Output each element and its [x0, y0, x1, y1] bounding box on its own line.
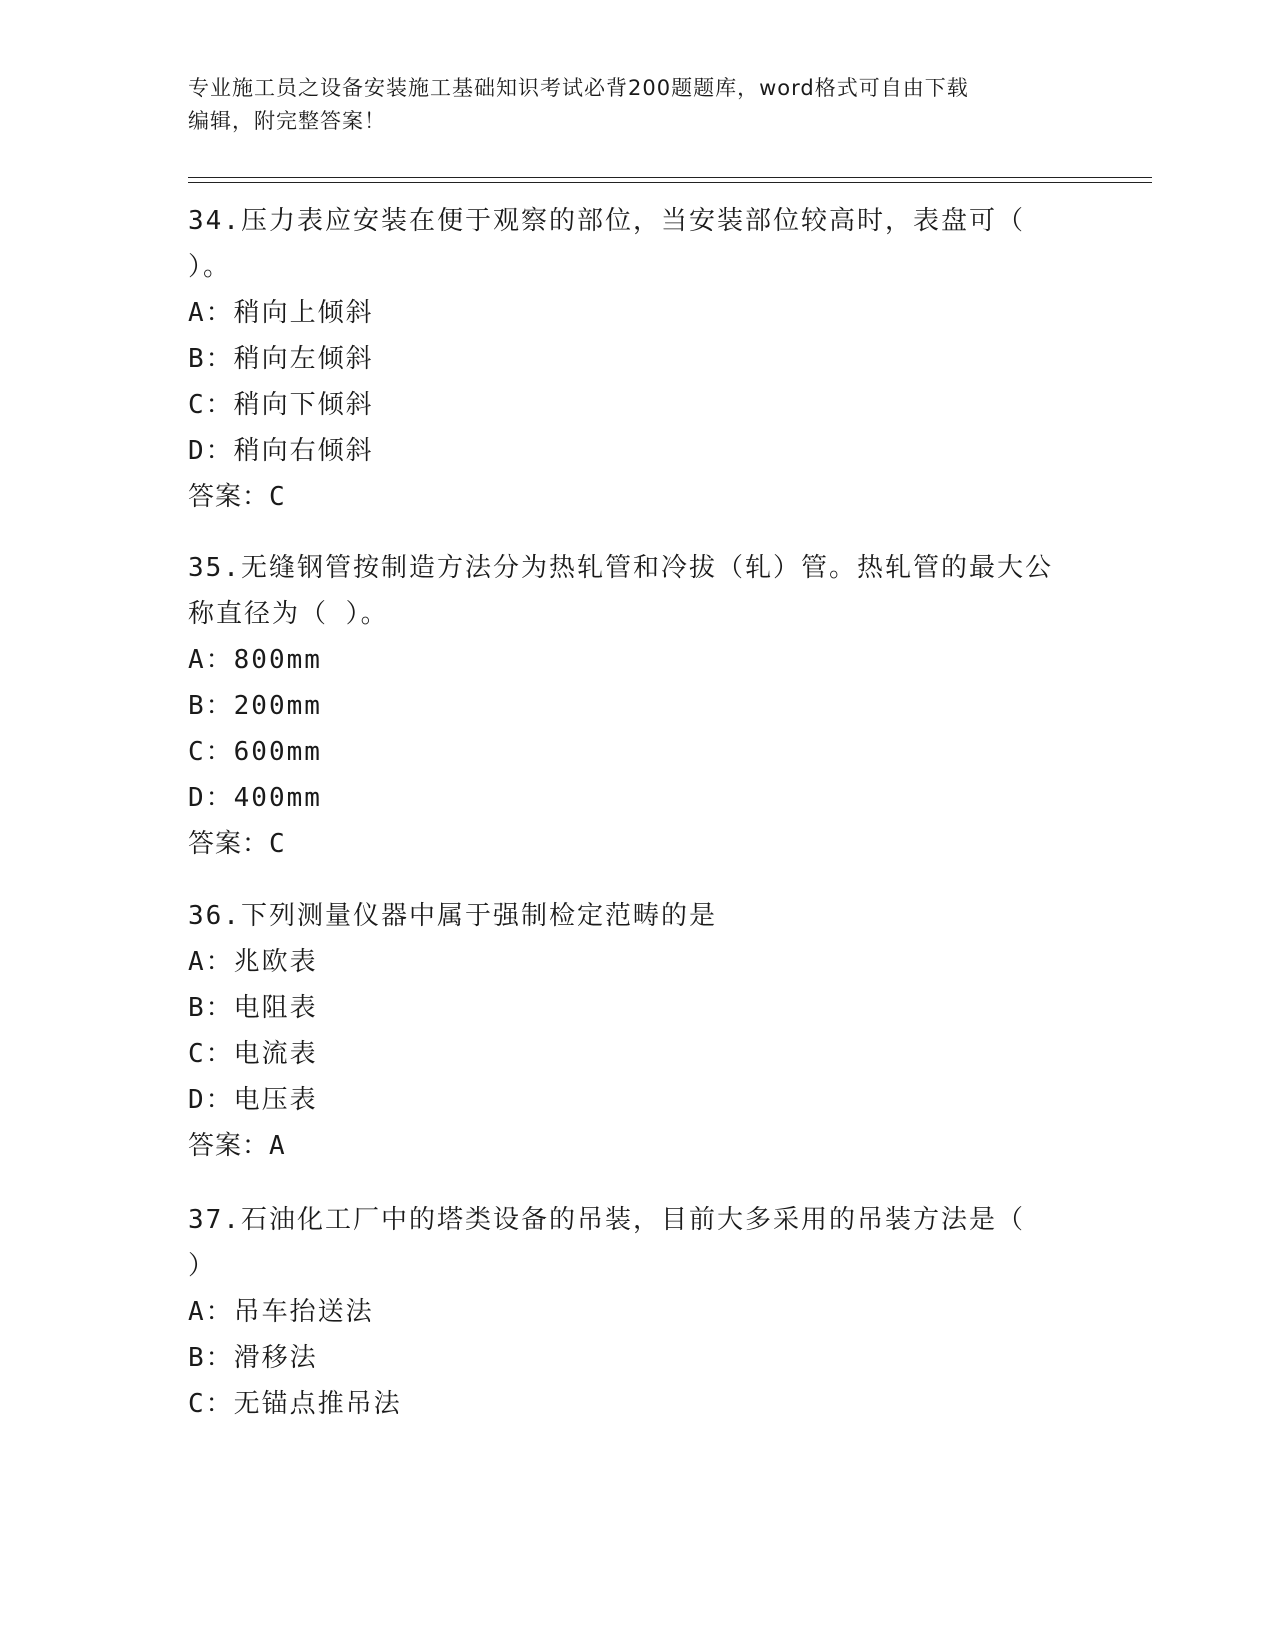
answer-label: 答案：	[188, 1131, 270, 1161]
answer-value: C	[269, 829, 286, 859]
question-37	[188, 1197, 1088, 1427]
question-36	[188, 893, 1088, 1169]
header-divider-top	[188, 177, 1152, 178]
question-35	[188, 545, 1088, 867]
option-c: C：600mm	[188, 737, 322, 767]
option-d: D：400mm	[188, 783, 322, 813]
answer-label: 答案：	[188, 482, 270, 512]
option-c: C：电流表	[188, 1039, 318, 1069]
question-stem-line: 35.无缝钢管按制造方法分为热轧管和冷拔（轧）管。热轧管的最大公	[188, 553, 1053, 583]
option-b: B：稍向左倾斜	[188, 344, 374, 374]
document-header	[188, 72, 1088, 138]
option-a: A：稍向上倾斜	[188, 298, 374, 328]
answer-value: C	[269, 482, 286, 512]
answer-line	[188, 1123, 1088, 1169]
option-d: D：稍向右倾斜	[188, 436, 374, 466]
option-c: C：无锚点推吊法	[188, 1389, 402, 1419]
option-a: A：兆欧表	[188, 947, 318, 977]
answer-line	[188, 474, 1088, 520]
option-b: B：电阻表	[188, 993, 318, 1023]
answer-line	[188, 821, 1088, 867]
question-34	[188, 198, 1088, 520]
option-d: D：电压表	[188, 1085, 318, 1115]
question-stem-line: ）	[188, 1251, 217, 1281]
question-stem-line: 称直径为（ ）。	[188, 599, 389, 629]
option-a: A：800mm	[188, 645, 322, 675]
option-b: B：滑移法	[188, 1343, 318, 1373]
answer-value: A	[269, 1131, 286, 1161]
header-line-1: 专业施工员之设备安装施工基础知识考试必背200题题库，word格式可自由下载	[188, 76, 969, 100]
header-line-2: 编辑，附完整答案！	[188, 109, 386, 133]
question-stem-line: 37.石油化工厂中的塔类设备的吊装，目前大多采用的吊装方法是（	[188, 1205, 1025, 1235]
option-b: B：200mm	[188, 691, 322, 721]
option-c: C：稍向下倾斜	[188, 390, 374, 420]
question-stem-line: ）。	[188, 252, 232, 282]
option-a: A：吊车抬送法	[188, 1297, 374, 1327]
answer-label: 答案：	[188, 829, 270, 859]
question-stem-line: 36.下列测量仪器中属于强制检定范畴的是	[188, 901, 717, 931]
header-divider-bottom	[188, 182, 1152, 183]
question-stem-line: 34.压力表应安装在便于观察的部位，当安装部位较高时，表盘可（	[188, 206, 1025, 236]
